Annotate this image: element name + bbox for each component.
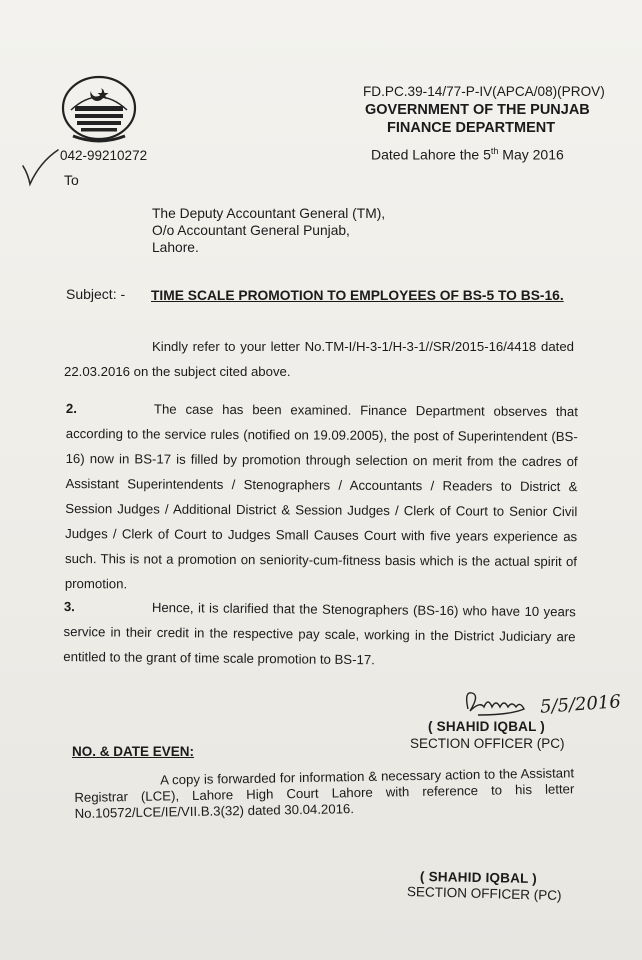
signatory-name: ( SHAHID IQBAL ) bbox=[428, 719, 545, 734]
address-line: Lahore. bbox=[152, 240, 199, 255]
reference-number: FD.PC.39-14/77-P-IV(APCA/08)(PROV) bbox=[363, 84, 605, 99]
date-superscript: th bbox=[490, 146, 499, 156]
paragraph-2 bbox=[65, 396, 578, 599]
letter-header bbox=[363, 83, 633, 137]
address-line: O/o Accountant General Punjab, bbox=[152, 223, 350, 238]
punjab-seal-icon bbox=[57, 74, 141, 144]
checkmark-icon bbox=[20, 148, 60, 188]
subject-label: Subject: - bbox=[66, 286, 126, 302]
paragraph-number: 3. bbox=[63, 598, 75, 615]
signatory-title-2: SECTION OFFICER (PC) bbox=[406, 883, 562, 904]
letter-date bbox=[371, 146, 564, 163]
paragraph-number: 2. bbox=[65, 400, 77, 417]
date-suffix: May 2016 bbox=[498, 146, 564, 163]
no-date-even-heading: NO. & DATE EVEN: bbox=[72, 744, 195, 759]
address-line: The Deputy Accountant General (TM), bbox=[152, 206, 386, 221]
signatory-title: SECTION OFFICER (PC) bbox=[410, 736, 565, 751]
paragraph-2-text: The case has been examined. Finance Department observes that according to the service rules (notified on 19.09.2005), the post of Superintendent (BS-16) now in BS-17 is filled by promotion through selection on merit from the cadres of Assistant Superintendents / Stenographers / Accountants / Readers to District & Session Judges / Additional District & Session Judges / Clerk of Court to Senior Civil Judges / Clerk of Court to Judges Small Causes Court with five years experience as such. This is not a promotion on seniority-cum-fitness basis which is the actual spirit of promotion. bbox=[64, 401, 578, 592]
signatory-name-2: ( SHAHID IQBAL ) bbox=[419, 868, 538, 887]
recipient-address bbox=[152, 205, 385, 256]
paragraph-1 bbox=[64, 334, 574, 384]
paragraph-3-text: Hence, it is clarified that the Stenographers (BS-16) who have 10 years service in their credit in the respective pay scale, working in the District Judiciary are entitled to the grant of time scale promotion to BS-17. bbox=[63, 599, 576, 668]
to-label: To bbox=[64, 172, 79, 188]
handwritten-date: 5/5/2016 bbox=[539, 691, 622, 718]
copy-forward-text: A copy is forwarded for information & necessary action to the Assistant Registrar (LCE), Lahore High Court Lahore with reference to his letter No.10572/LCE/IE/VII.B.3(32) dated 30.04.2016. bbox=[74, 765, 575, 821]
paragraph-1-text: Kindly refer to your letter No.TM-I/H-3-1/H-3-1//SR/2015-16/4418 dated 22.03.2016 on the subject cited above. bbox=[64, 339, 574, 379]
date-prefix: Dated Lahore the 5 bbox=[371, 146, 491, 163]
subject-text: TIME SCALE PROMOTION TO EMPLOYEES OF BS-5 TO BS-16. bbox=[151, 288, 564, 303]
copy-forward-paragraph bbox=[74, 765, 575, 822]
government-title: GOVERNMENT OF THE PUNJAB bbox=[365, 102, 590, 118]
phone-number: 042-99210272 bbox=[60, 148, 148, 163]
department-title: FINANCE DEPARTMENT bbox=[387, 120, 556, 136]
paragraph-3 bbox=[63, 594, 576, 674]
